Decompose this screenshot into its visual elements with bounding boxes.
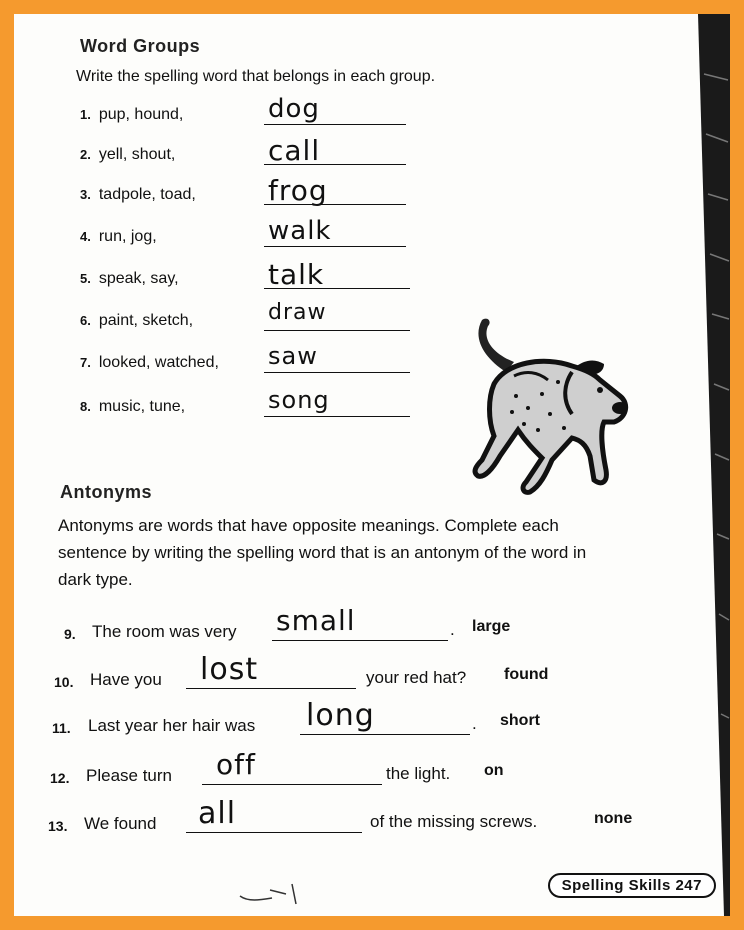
- item-number: 9.: [64, 626, 76, 642]
- handwritten-answer: long: [306, 698, 375, 733]
- item-number: 10.: [54, 674, 74, 690]
- item-number: 8.: [80, 399, 91, 414]
- sentence-start: Last year her hair was: [88, 716, 256, 735]
- worksheet-page: [14, 14, 730, 916]
- item-clue: run, jog,: [98, 228, 157, 245]
- antonym-item-number: [52, 718, 79, 738]
- antonym-item-number: [64, 624, 84, 644]
- handwritten-answer: off: [216, 748, 256, 781]
- item-clue: pup, hound,: [98, 106, 184, 123]
- sentence-end: .: [450, 620, 455, 639]
- sentence-start: Please turn: [86, 766, 172, 785]
- item-number: 12.: [50, 770, 70, 786]
- item-number: 11.: [52, 720, 71, 736]
- section-title-antonyms: Antonyms: [60, 482, 153, 502]
- item-clue: paint, sketch,: [98, 312, 194, 329]
- word-groups-instruction: Write the spelling word that belongs in each group.: [76, 68, 436, 85]
- handwritten-answer: all: [198, 796, 237, 831]
- sentence-start: The room was very: [92, 622, 237, 641]
- handwritten-answer: frog: [268, 174, 328, 207]
- dark-type-word: none: [594, 810, 633, 827]
- item-clue: looked, watched,: [98, 354, 219, 371]
- item-number: 13.: [48, 818, 68, 834]
- handwritten-answer: draw: [268, 300, 327, 325]
- word-group-item: [80, 270, 179, 288]
- word-group-item: [80, 146, 175, 164]
- answer-line[interactable]: [264, 246, 406, 247]
- antonym-item-number: [54, 672, 81, 692]
- handwritten-answer: small: [276, 604, 356, 637]
- answer-line[interactable]: [300, 734, 470, 735]
- item-number: 2.: [80, 147, 91, 162]
- handwritten-answer: song: [268, 386, 330, 414]
- dark-type-word: large: [472, 618, 511, 635]
- spelling-skills-page-badge: Spelling Skills 247: [548, 873, 716, 898]
- section-title-word-groups: Word Groups: [80, 36, 201, 56]
- answer-line[interactable]: [264, 124, 406, 125]
- antonym-item-number: [48, 816, 75, 836]
- sentence-end: your red hat?: [366, 668, 467, 687]
- sentence-end: the light.: [386, 764, 451, 783]
- handwritten-answer: walk: [268, 216, 332, 246]
- dark-type-word: on: [484, 762, 504, 779]
- answer-line[interactable]: [186, 688, 356, 689]
- dark-type-word: short: [500, 712, 540, 729]
- word-group-item: [80, 186, 196, 204]
- word-group-item: [80, 312, 193, 330]
- word-group-item: [80, 354, 219, 372]
- item-clue: speak, say,: [98, 270, 179, 287]
- sentence-start: We found: [84, 814, 157, 833]
- answer-line[interactable]: [202, 784, 382, 785]
- pencil-scribble-icon: [236, 876, 306, 906]
- item-number: 5.: [80, 271, 91, 286]
- answer-line[interactable]: [272, 640, 448, 641]
- answer-line[interactable]: [264, 330, 410, 331]
- item-number: 3.: [80, 187, 91, 202]
- answer-line[interactable]: [186, 832, 362, 833]
- sentence-end: of the missing screws.: [370, 812, 538, 831]
- handwritten-answer: lost: [200, 652, 259, 687]
- dog-illustration-icon: [454, 310, 644, 500]
- sentence-start: Have you: [90, 670, 162, 689]
- antonyms-instruction: Antonyms are words that have opposite meanings. Complete each sentence by writing the spelling word that is an antonym of the word in dark type.: [58, 516, 587, 589]
- page-edge-shadow: [684, 14, 730, 916]
- sentence-end: .: [472, 714, 477, 733]
- item-number: 6.: [80, 313, 91, 328]
- answer-line[interactable]: [264, 372, 410, 373]
- answer-line[interactable]: [264, 416, 410, 417]
- antonym-item-number: [50, 768, 77, 788]
- handwritten-answer: call: [268, 134, 321, 167]
- item-clue: yell, shout,: [98, 146, 176, 163]
- word-group-item: [80, 106, 183, 124]
- dark-type-word: found: [504, 666, 549, 683]
- word-group-item: [80, 228, 157, 246]
- item-number: 1.: [80, 107, 91, 122]
- handwritten-answer: dog: [268, 94, 320, 124]
- handwritten-answer: saw: [268, 342, 318, 370]
- item-number: 4.: [80, 229, 91, 244]
- item-clue: music, tune,: [98, 398, 186, 415]
- handwritten-answer: talk: [268, 258, 325, 291]
- word-group-item: [80, 398, 185, 416]
- item-number: 7.: [80, 355, 91, 370]
- item-clue: tadpole, toad,: [98, 186, 196, 203]
